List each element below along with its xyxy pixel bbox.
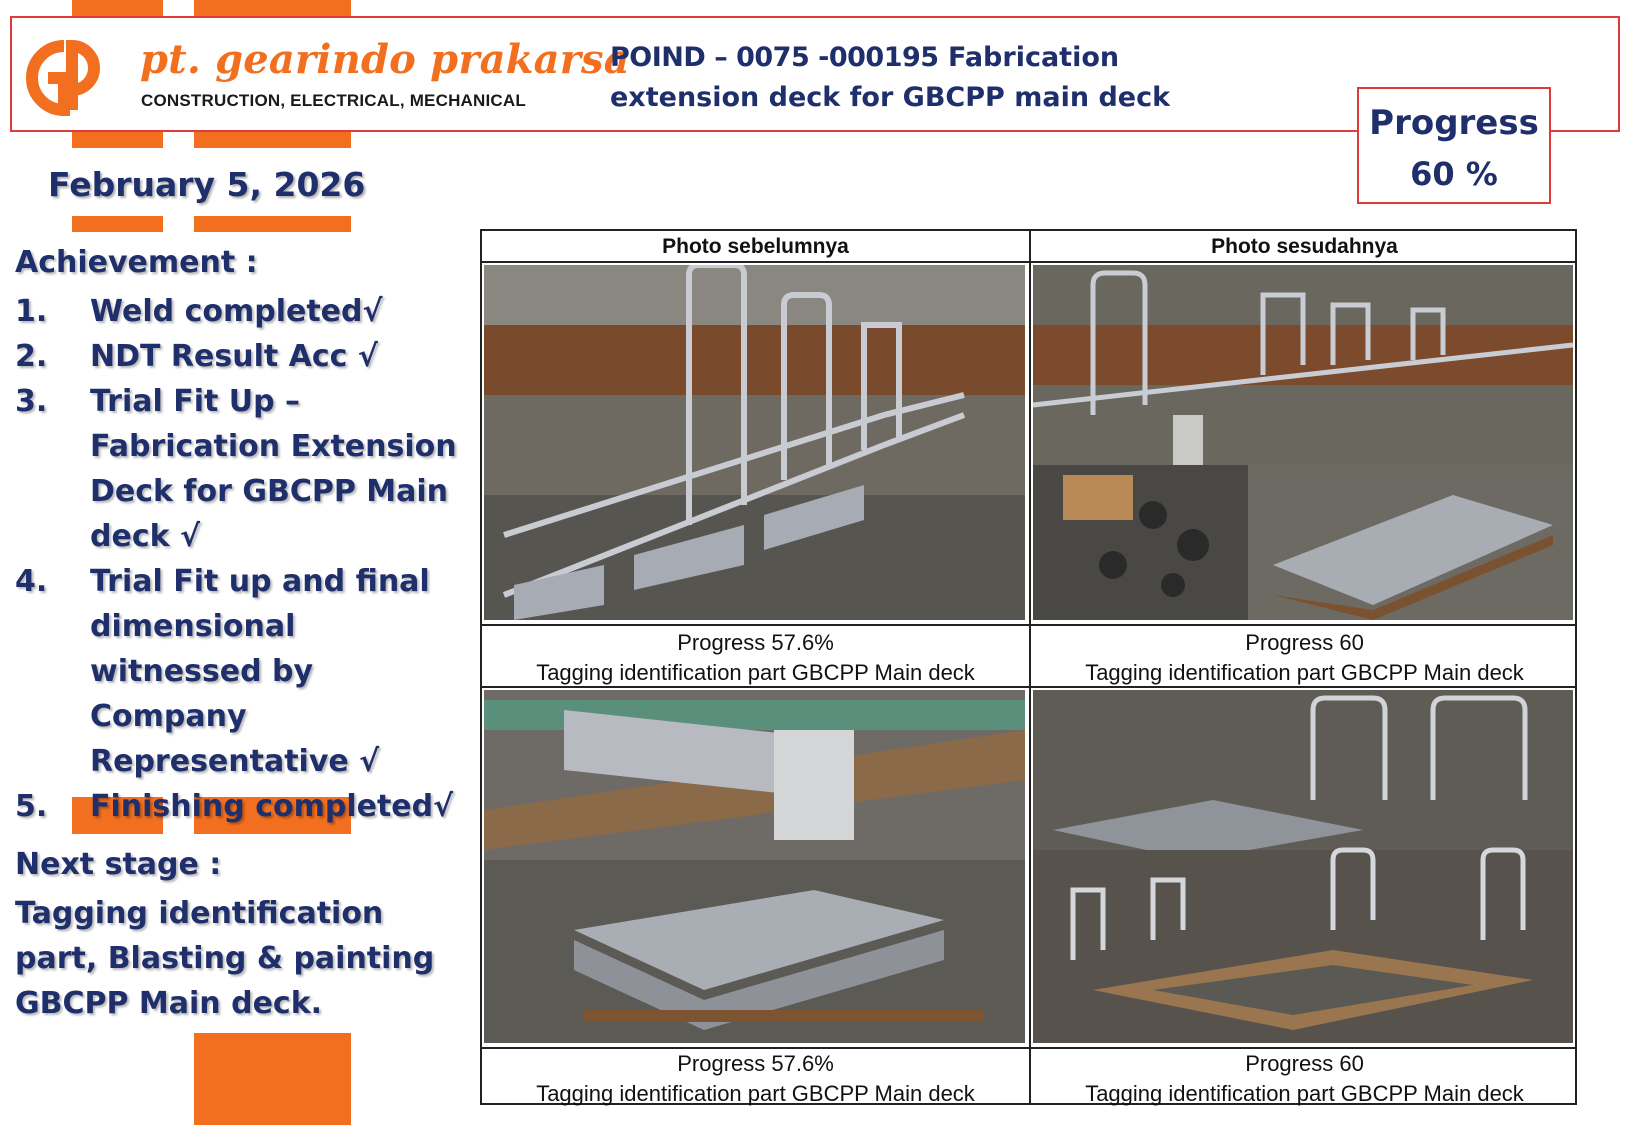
progress-value: 60 %: [1410, 155, 1498, 193]
item-number: 3.: [15, 384, 48, 419]
po-number: POIND – 0075 -000195: [610, 42, 939, 73]
item-text: Trial Fit up and final dimensional witnessed by Company Representative √: [90, 564, 430, 779]
decor-bar: [194, 0, 351, 16]
document-title: [610, 38, 1170, 118]
next-stage-title: Next stage :: [15, 847, 222, 882]
photo-after-2: [1033, 690, 1573, 1043]
item-number: 1.: [15, 294, 48, 329]
table-divider: [482, 624, 1575, 626]
list-item: [15, 784, 470, 829]
caption-text: Tagging identification part GBCPP Main deck: [1085, 660, 1524, 685]
list-item: [15, 289, 470, 334]
title-line2: extension deck for GBCPP main deck: [610, 82, 1171, 113]
decor-bar: [72, 132, 163, 148]
progress-box: [1357, 87, 1551, 204]
caption-after-2: [1031, 1049, 1578, 1109]
photo-after-1: [1033, 265, 1573, 620]
company-tagline: CONSTRUCTION, ELECTRICAL, MECHANICAL: [141, 91, 526, 110]
achievement-list: [15, 289, 470, 829]
company-name: pt. gearindo prakarsa: [140, 36, 630, 83]
caption-progress: Progress 60: [1245, 630, 1364, 655]
report-date: February 5, 2026: [48, 165, 366, 204]
caption-before-1: [482, 628, 1029, 688]
caption-progress: Progress 60: [1245, 1051, 1364, 1076]
column-header-before: Photo sebelumnya: [662, 235, 849, 258]
caption-progress: Progress 57.6%: [677, 1051, 834, 1076]
caption-progress: Progress 57.6%: [677, 630, 834, 655]
gp-logo-icon: [20, 38, 116, 118]
decor-bar: [72, 0, 163, 16]
caption-text: Tagging identification part GBCPP Main deck: [1085, 1081, 1524, 1106]
next-stage-text: Tagging identification part, Blasting & painting GBCPP Main deck.: [15, 896, 435, 1021]
item-text: Finishing completed√: [90, 789, 454, 824]
table-divider: [482, 261, 1575, 263]
photo-before-1: [484, 265, 1025, 620]
achievement-title: Achievement :: [15, 245, 258, 280]
photo-before-2: [484, 690, 1025, 1043]
decor-bar: [194, 216, 351, 232]
progress-label: Progress: [1369, 103, 1539, 143]
item-text: Trial Fit Up – Fabrication Extension Deck for GBCPP Main deck √: [90, 384, 457, 554]
caption-text: Tagging identification part GBCPP Main deck: [536, 660, 975, 685]
list-item: [15, 559, 470, 784]
decor-bar: [72, 216, 163, 232]
decor-bar: [194, 132, 351, 148]
title-line1: Fabrication: [938, 42, 1120, 73]
caption-before-2: [482, 1049, 1029, 1109]
list-item: [15, 334, 470, 379]
decor-bar: [194, 1033, 351, 1125]
list-item: [15, 379, 470, 559]
item-text: NDT Result Acc √: [90, 339, 378, 374]
item-text: Weld completed√: [90, 294, 383, 329]
item-number: 2.: [15, 339, 48, 374]
caption-text: Tagging identification part GBCPP Main deck: [536, 1081, 975, 1106]
photo-table: [480, 229, 1577, 1105]
caption-after-1: [1031, 628, 1578, 688]
column-header-after: Photo sesudahnya: [1211, 235, 1398, 258]
item-number: 4.: [15, 564, 48, 599]
item-number: 5.: [15, 789, 48, 824]
